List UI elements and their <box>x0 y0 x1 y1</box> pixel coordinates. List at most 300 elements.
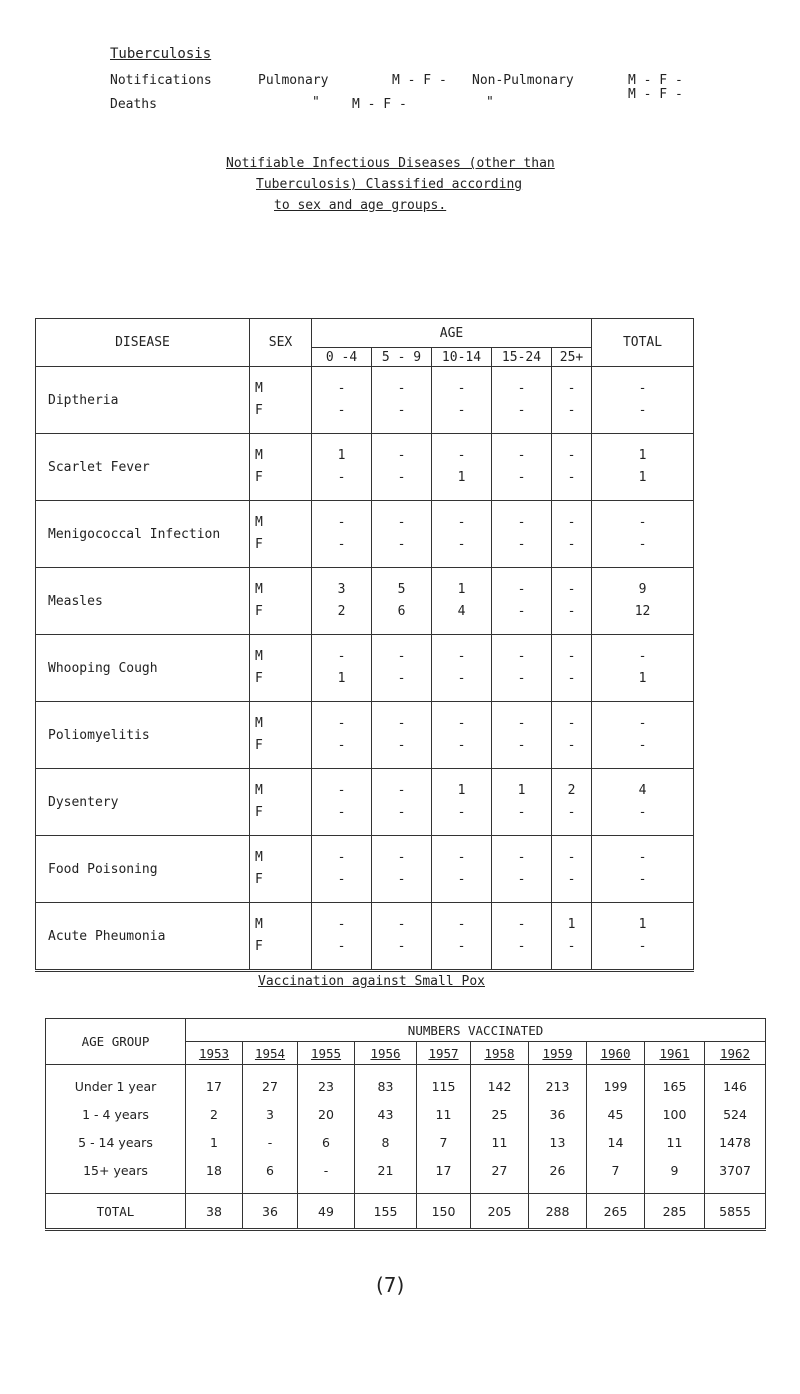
count-cell <box>372 568 432 635</box>
vaccinated-count: 524 <box>723 1107 747 1122</box>
count-cell <box>312 836 372 903</box>
age-group-header: AGE GROUP <box>46 1019 186 1065</box>
male-count: - <box>638 381 647 396</box>
disease-row <box>36 568 694 635</box>
count-cell <box>492 367 552 434</box>
male-count: - <box>567 381 576 396</box>
female-count: - <box>638 872 647 887</box>
page-title: Tuberculosis <box>110 46 212 62</box>
female-count: - <box>517 470 526 485</box>
disease-header: DISEASE <box>36 319 250 367</box>
count-cell <box>372 434 432 501</box>
vaccinated-count: 9 <box>670 1163 679 1178</box>
male-count: - <box>457 649 466 664</box>
male-count: 5 <box>397 582 406 597</box>
total-count: 38 <box>186 1194 243 1230</box>
female-count: - <box>337 738 346 753</box>
male-count: - <box>457 448 466 463</box>
disease-row <box>36 903 694 971</box>
vaccinated-count: 26 <box>549 1163 566 1178</box>
notifications-nonpulmonary: Non-Pulmonary <box>472 73 574 88</box>
vaccinated-count: 36 <box>549 1107 566 1122</box>
disease-table <box>35 318 694 972</box>
male-count: - <box>397 850 406 865</box>
vaccinated-count: 11 <box>491 1135 508 1150</box>
count-cell <box>492 903 552 971</box>
male-count: 9 <box>638 582 647 597</box>
female-count: - <box>457 537 466 552</box>
count-cell <box>592 903 694 971</box>
male-count: - <box>638 850 647 865</box>
vaccinated-count: 13 <box>549 1135 566 1150</box>
sex-header: SEX <box>250 319 312 367</box>
deaths-ditto-1: " <box>312 95 320 110</box>
vaccinated-count: 1478 <box>719 1135 751 1150</box>
count-cell <box>432 836 492 903</box>
male-count: - <box>457 917 466 932</box>
count-cell <box>372 367 432 434</box>
sex-f: F <box>255 470 263 485</box>
total-count: 150 <box>417 1194 471 1230</box>
disease-name: Measles <box>36 568 250 635</box>
male-count: - <box>337 917 346 932</box>
vaccinated-count: 115 <box>431 1079 456 1094</box>
female-count: - <box>397 939 406 954</box>
female-count: - <box>567 671 576 686</box>
female-count: - <box>337 470 346 485</box>
male-count: - <box>567 582 576 597</box>
sex-m: M <box>255 515 263 530</box>
disease-row <box>36 769 694 836</box>
male-count: - <box>337 649 346 664</box>
vaccination-caption: Vaccination against Small Pox <box>258 974 485 989</box>
female-count: - <box>567 604 576 619</box>
count-cell <box>552 635 592 702</box>
female-count: - <box>517 738 526 753</box>
count-cell <box>432 501 492 568</box>
vaccinated-count: 25 <box>491 1107 508 1122</box>
count-cell <box>552 836 592 903</box>
year-column <box>705 1065 766 1194</box>
female-count: 1 <box>457 470 466 485</box>
female-count: - <box>638 939 647 954</box>
sex-cell <box>250 367 312 434</box>
count-cell <box>552 769 592 836</box>
female-count: 4 <box>457 604 466 619</box>
sex-m: M <box>255 850 263 865</box>
female-count: - <box>457 939 466 954</box>
year-column <box>529 1065 587 1194</box>
year-column <box>417 1065 471 1194</box>
count-cell <box>552 367 592 434</box>
male-count: 1 <box>567 917 576 932</box>
female-count: - <box>517 537 526 552</box>
year-header: 1956 <box>355 1042 417 1065</box>
count-cell <box>312 903 372 971</box>
female-count: - <box>397 738 406 753</box>
count-cell <box>312 434 372 501</box>
total-count: 36 <box>243 1194 298 1230</box>
male-count: - <box>517 649 526 664</box>
vaccinated-count: 43 <box>377 1107 394 1122</box>
female-count: - <box>337 403 346 418</box>
disease-name: Dysentery <box>36 769 250 836</box>
disease-name: Whooping Cough <box>36 635 250 702</box>
disease-name: Poliomyelitis <box>36 702 250 769</box>
total-count: 49 <box>298 1194 355 1230</box>
sex-f: F <box>255 872 263 887</box>
total-label: TOTAL <box>46 1194 186 1230</box>
sex-f: F <box>255 738 263 753</box>
count-cell <box>492 702 552 769</box>
female-count: - <box>397 537 406 552</box>
age-group-header: 10-14 <box>432 348 492 367</box>
male-count: - <box>517 515 526 530</box>
vaccinated-count: 83 <box>377 1079 394 1094</box>
notifications-pulmonary: Pulmonary <box>258 73 329 88</box>
male-count: - <box>397 649 406 664</box>
disease-name: Diptheria <box>36 367 250 434</box>
male-count: 1 <box>457 783 466 798</box>
count-cell <box>312 568 372 635</box>
count-cell <box>372 903 432 971</box>
male-count: 2 <box>567 783 576 798</box>
count-cell <box>432 568 492 635</box>
year-column <box>471 1065 529 1194</box>
female-count: - <box>567 872 576 887</box>
male-count: - <box>517 716 526 731</box>
year-column <box>355 1065 417 1194</box>
count-cell <box>432 367 492 434</box>
female-count: 1 <box>638 671 647 686</box>
year-header: 1962 <box>705 1042 766 1065</box>
male-count: - <box>517 917 526 932</box>
female-count: - <box>337 805 346 820</box>
male-count: - <box>567 716 576 731</box>
notifications-nonpulmonary-mf: M - F - <box>628 73 683 88</box>
count-cell <box>552 501 592 568</box>
vaccinated-count: 23 <box>318 1079 334 1094</box>
year-header: 1954 <box>243 1042 298 1065</box>
count-cell <box>312 501 372 568</box>
vaccinated-count: 2 <box>210 1107 218 1122</box>
vaccinated-count: 1 <box>210 1135 218 1150</box>
sex-m: M <box>255 649 263 664</box>
count-cell <box>312 635 372 702</box>
vaccinated-count: 100 <box>662 1107 687 1122</box>
female-count: - <box>517 872 526 887</box>
total-header: TOTAL <box>592 319 694 367</box>
vaccinated-count: 27 <box>262 1079 278 1094</box>
male-count: - <box>517 448 526 463</box>
disease-row <box>36 434 694 501</box>
male-count: - <box>337 783 346 798</box>
sex-m: M <box>255 783 263 798</box>
count-cell <box>432 702 492 769</box>
vaccinated-count: 8 <box>381 1135 390 1150</box>
female-count: - <box>517 805 526 820</box>
sex-m: M <box>255 917 263 932</box>
page-number: (7) <box>376 1273 405 1297</box>
sex-f: F <box>255 671 263 686</box>
male-count: - <box>638 515 647 530</box>
male-count: - <box>397 515 406 530</box>
female-count: - <box>457 403 466 418</box>
count-cell <box>492 501 552 568</box>
sex-cell <box>250 903 312 971</box>
age-group-label: 5 - 14 years <box>78 1135 153 1150</box>
year-column <box>186 1065 243 1194</box>
year-header: 1960 <box>587 1042 645 1065</box>
male-count: - <box>517 850 526 865</box>
count-cell <box>372 501 432 568</box>
male-count: - <box>397 716 406 731</box>
count-cell <box>372 702 432 769</box>
age-group-label: Under 1 year <box>74 1079 157 1094</box>
female-count: - <box>567 537 576 552</box>
notifications-label: Notifications <box>110 73 212 88</box>
male-count: 1 <box>638 917 647 932</box>
count-cell <box>432 903 492 971</box>
age-group-header: 0 -4 <box>312 348 372 367</box>
female-count: - <box>397 805 406 820</box>
male-count: 3 <box>337 582 346 597</box>
female-count: - <box>567 470 576 485</box>
disease-row <box>36 367 694 434</box>
year-header: 1955 <box>298 1042 355 1065</box>
male-count: - <box>337 381 346 396</box>
total-count: 265 <box>587 1194 645 1230</box>
count-cell <box>372 769 432 836</box>
sex-cell <box>250 635 312 702</box>
age-group-header: 25+ <box>552 348 592 367</box>
count-cell <box>592 568 694 635</box>
deaths-nonpulmonary-mf: M - F - <box>628 87 683 102</box>
total-count: 285 <box>645 1194 705 1230</box>
male-count: - <box>397 917 406 932</box>
male-count: - <box>457 850 466 865</box>
male-count: - <box>567 448 576 463</box>
male-count: - <box>517 582 526 597</box>
male-count: - <box>567 850 576 865</box>
female-count: - <box>337 872 346 887</box>
count-cell <box>492 434 552 501</box>
female-count: - <box>567 805 576 820</box>
vaccinated-count: 7 <box>611 1163 620 1178</box>
vaccinated-count: 17 <box>435 1163 452 1178</box>
male-count: 1 <box>638 448 647 463</box>
vaccinated-count: 27 <box>491 1163 508 1178</box>
female-count: - <box>638 403 647 418</box>
sex-f: F <box>255 604 263 619</box>
vaccinated-count: 6 <box>266 1163 274 1178</box>
male-count: 1 <box>517 783 526 798</box>
female-count: - <box>517 403 526 418</box>
vaccinated-count: 18 <box>206 1163 222 1178</box>
vaccinated-count: 142 <box>487 1079 512 1094</box>
female-count: 6 <box>397 604 406 619</box>
count-cell <box>552 568 592 635</box>
female-count: - <box>337 537 346 552</box>
female-count: - <box>457 671 466 686</box>
female-count: - <box>517 671 526 686</box>
year-header: 1958 <box>471 1042 529 1065</box>
male-count: - <box>397 783 406 798</box>
disease-caption-line-3: to sex and age groups. <box>274 198 447 213</box>
age-group-cell <box>46 1065 186 1194</box>
vaccinated-count: 3707 <box>719 1163 751 1178</box>
count-cell <box>492 635 552 702</box>
age-group-label: 1 - 4 years <box>82 1107 149 1122</box>
sex-cell <box>250 434 312 501</box>
sex-f: F <box>255 403 263 418</box>
sex-f: F <box>255 805 263 820</box>
count-cell <box>592 501 694 568</box>
year-column <box>243 1065 298 1194</box>
count-cell <box>592 434 694 501</box>
disease-name: Food Poisoning <box>36 836 250 903</box>
total-count: 155 <box>355 1194 417 1230</box>
male-count: 1 <box>457 582 466 597</box>
sex-m: M <box>255 582 263 597</box>
female-count: - <box>457 738 466 753</box>
year-header: 1957 <box>417 1042 471 1065</box>
male-count: - <box>397 381 406 396</box>
disease-name: Acute Pheumonia <box>36 903 250 971</box>
female-count: - <box>457 872 466 887</box>
count-cell <box>492 568 552 635</box>
sex-cell <box>250 501 312 568</box>
sex-f: F <box>255 939 263 954</box>
count-cell <box>592 769 694 836</box>
male-count: - <box>638 649 647 664</box>
male-count: - <box>337 850 346 865</box>
female-count: - <box>397 872 406 887</box>
vaccinated-count: 3 <box>266 1107 274 1122</box>
male-count: 1 <box>337 448 346 463</box>
year-column <box>587 1065 645 1194</box>
female-count: - <box>638 805 647 820</box>
notifications-pulmonary-mf: M - F - <box>392 73 447 88</box>
vaccination-table <box>45 1018 766 1231</box>
count-cell <box>592 367 694 434</box>
count-cell <box>552 903 592 971</box>
female-count: - <box>567 939 576 954</box>
sex-f: F <box>255 537 263 552</box>
vaccinated-count: - <box>323 1163 329 1178</box>
female-count: 12 <box>634 604 651 619</box>
male-count: - <box>517 381 526 396</box>
sex-cell <box>250 568 312 635</box>
year-column <box>645 1065 705 1194</box>
disease-caption-line-1: Notifiable Infectious Diseases (other than <box>226 156 555 171</box>
disease-caption-line-2: Tuberculosis) Classified according <box>256 177 523 192</box>
disease-row <box>36 702 694 769</box>
male-count: - <box>457 716 466 731</box>
vaccinated-count: 14 <box>607 1135 624 1150</box>
count-cell <box>432 635 492 702</box>
vaccinated-count: 45 <box>607 1107 624 1122</box>
sex-m: M <box>255 448 263 463</box>
vaccinated-count: 17 <box>206 1079 222 1094</box>
sex-cell <box>250 702 312 769</box>
count-cell <box>372 836 432 903</box>
vaccinated-count: 21 <box>377 1163 394 1178</box>
disease-name: Scarlet Fever <box>36 434 250 501</box>
count-cell <box>432 769 492 836</box>
deaths-label: Deaths <box>110 97 157 112</box>
vaccinated-count: 213 <box>545 1079 570 1094</box>
vaccinated-count: 7 <box>439 1135 448 1150</box>
female-count: - <box>638 537 647 552</box>
male-count: - <box>337 716 346 731</box>
female-count: - <box>397 470 406 485</box>
total-count: 205 <box>471 1194 529 1230</box>
disease-row <box>36 635 694 702</box>
male-count: - <box>567 649 576 664</box>
vaccinated-count: 165 <box>662 1079 687 1094</box>
female-count: - <box>517 939 526 954</box>
vaccinated-count: 6 <box>322 1135 330 1150</box>
vaccinated-count: 146 <box>723 1079 747 1094</box>
disease-name: Menigococcal Infection <box>36 501 250 568</box>
female-count: 1 <box>337 671 346 686</box>
year-column <box>298 1065 355 1194</box>
total-count: 288 <box>529 1194 587 1230</box>
count-cell <box>492 769 552 836</box>
disease-row <box>36 501 694 568</box>
female-count: - <box>397 671 406 686</box>
age-group-label: 15+ years <box>83 1163 148 1178</box>
sex-m: M <box>255 381 263 396</box>
count-cell <box>592 702 694 769</box>
sex-cell <box>250 836 312 903</box>
male-count: - <box>567 515 576 530</box>
sex-cell <box>250 769 312 836</box>
female-count: - <box>638 738 647 753</box>
numbers-vaccinated-header: NUMBERS VACCINATED <box>186 1019 766 1042</box>
female-count: - <box>517 604 526 619</box>
vaccinated-count: 11 <box>666 1135 683 1150</box>
female-count: - <box>457 805 466 820</box>
count-cell <box>592 635 694 702</box>
female-count: 2 <box>337 604 346 619</box>
count-cell <box>432 434 492 501</box>
male-count: - <box>457 381 466 396</box>
deaths-ditto-2: " <box>486 95 494 110</box>
age-group-header: 5 - 9 <box>372 348 432 367</box>
count-cell <box>492 836 552 903</box>
sex-m: M <box>255 716 263 731</box>
age-header: AGE <box>312 319 592 348</box>
count-cell <box>372 635 432 702</box>
year-header: 1961 <box>645 1042 705 1065</box>
age-group-header: 15-24 <box>492 348 552 367</box>
male-count: - <box>457 515 466 530</box>
vaccinated-count: - <box>267 1135 273 1150</box>
count-cell <box>312 702 372 769</box>
count-cell <box>552 702 592 769</box>
vaccinated-count: 199 <box>603 1079 628 1094</box>
female-count: - <box>567 403 576 418</box>
deaths-pulmonary-mf: M - F - <box>352 97 407 112</box>
disease-row <box>36 836 694 903</box>
vaccinated-count: 11 <box>435 1107 452 1122</box>
count-cell <box>312 769 372 836</box>
male-count: - <box>337 515 346 530</box>
male-count: - <box>397 448 406 463</box>
year-header: 1959 <box>529 1042 587 1065</box>
